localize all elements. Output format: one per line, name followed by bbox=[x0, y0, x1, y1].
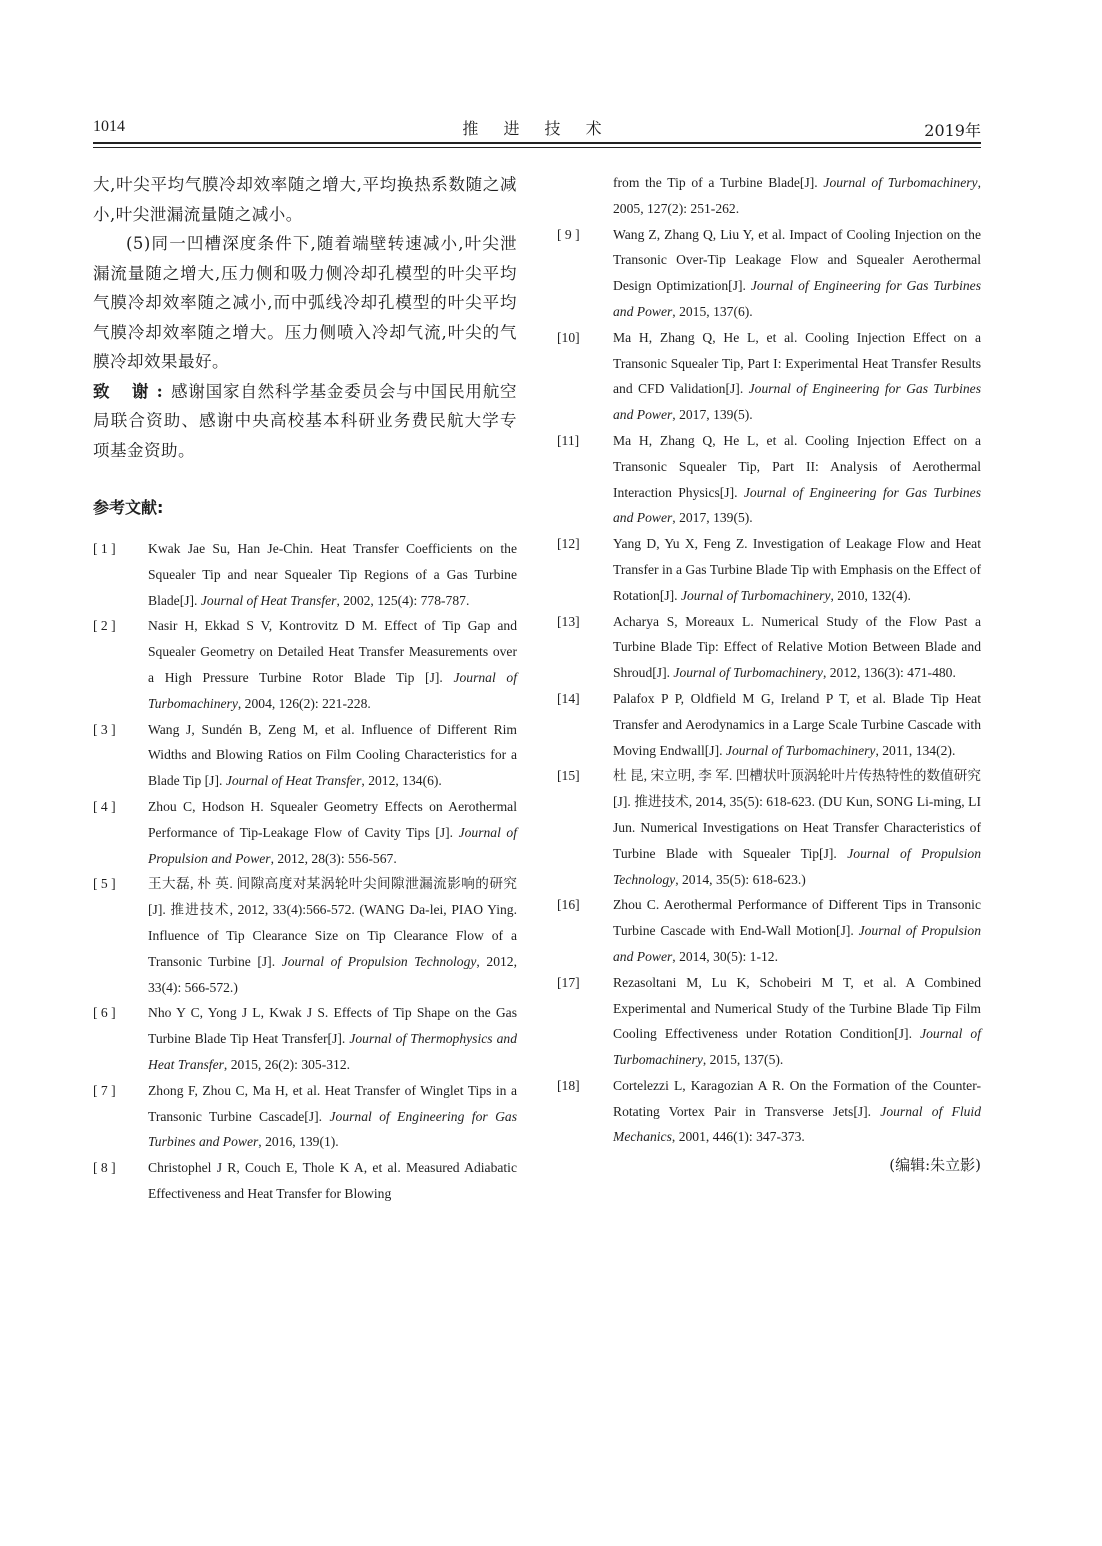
reference-text bbox=[613, 325, 981, 428]
reference-item bbox=[557, 609, 981, 686]
reference-volume: , 2002, 125(4): 778-787. bbox=[336, 592, 470, 608]
reference-text bbox=[613, 970, 981, 1073]
reference-volume: , 2014, 30(5): 1-12. bbox=[672, 948, 778, 964]
reference-volume: , 2017, 139(5). bbox=[672, 510, 753, 526]
reference-text bbox=[148, 536, 517, 613]
reference-journal: Journal of Thermophysics and Heat Transfer bbox=[148, 1031, 518, 1072]
reference-text bbox=[148, 1155, 517, 1207]
reference-item bbox=[557, 325, 981, 428]
reference-text bbox=[613, 609, 981, 686]
reference-number: [ 4 ] bbox=[93, 798, 116, 814]
reference-citation: Yang D, Yu X, Feng Z. Investigation of Leakage Flow and Heat Transfer in a Gas Turbine Blade Tip with Emphasis on the Effect of Rotation[J]. bbox=[613, 536, 981, 603]
reference-item bbox=[557, 1073, 981, 1150]
reference-volume: , 2015, 137(5). bbox=[702, 1052, 784, 1068]
reference-number: [ 5 ] bbox=[93, 876, 116, 892]
reference-citation: Zhou C, Hodson H. Squealer Geometry Effects on Aerothermal Performance of Tip-Leakage Flow of Cavity Tips [J]. bbox=[148, 798, 517, 840]
reference-volume: , 2014, 35(5): 618-623.) bbox=[675, 871, 806, 887]
reference-item bbox=[557, 763, 981, 892]
reference-journal: Journal of Heat Transfer bbox=[200, 592, 337, 608]
reference-citation: 杜 昆, 宋立明, 李 军. 凹槽状叶顶涡轮叶片传热特性的数值研究[J]. 推进技术, 2014, 35(5): 618-623. (DU Kun, SONG Li-ming, LI Jun. Numerical Investigations on Heat Transfer Characteristics of Turbine Blade with Squealer Tip[J]. bbox=[613, 768, 981, 861]
reference-journal: Journal of Turbomachinery bbox=[148, 669, 517, 711]
reference-item bbox=[93, 794, 517, 871]
reference-journal: Journal of Turbomachinery bbox=[823, 175, 978, 190]
reference-text bbox=[148, 1078, 517, 1155]
reference-text bbox=[613, 763, 981, 892]
page-number: 1014 bbox=[93, 118, 125, 135]
reference-citation: Ma H, Zhang Q, He L, et al. Cooling Injection Effect on a Transonic Squealer Tip, Part II: Analysis of Aerothermal Interaction Physics[J]. bbox=[613, 432, 981, 500]
reference-item bbox=[557, 970, 981, 1073]
reference-item bbox=[557, 531, 981, 608]
reference-citation: Acharya S, Moreaux L. Numerical Study of the Flow Past a Turbine Blade Tip: Effect of Relative Motion Between Blade and Shroud[J]. bbox=[613, 613, 981, 681]
reference-item bbox=[93, 1078, 517, 1155]
reference-number: [14] bbox=[557, 690, 580, 706]
reference-journal: Journal of Turbomachinery bbox=[613, 1026, 981, 1068]
reference-volume: , 2001, 446(1): 347-373. bbox=[671, 1129, 805, 1145]
reference-number: [12] bbox=[557, 536, 580, 552]
reference-item bbox=[557, 892, 981, 969]
reference-citation: Wang J, Sundén B, Zeng M, et al. Influence of Different Rim Widths and Blowing Ratios on Film Cooling Characteristics for a Blade Tip [J]. bbox=[148, 721, 517, 789]
acknowledgement bbox=[93, 377, 517, 466]
reference-citation: Palafox P P, Oldfield M G, Ireland P T, et al. Blade Tip Heat Transfer and Aerodynamics in a Large Scale Turbine Cascade with Moving Endwall[J]. bbox=[613, 690, 981, 758]
reference-journal: Journal of Engineering for Gas Turbines and Power bbox=[613, 278, 981, 319]
reference-text bbox=[613, 1073, 981, 1150]
reference-journal: Journal of Propulsion Technology bbox=[613, 845, 981, 887]
reference-citation: from the Tip of a Turbine Blade[J]. bbox=[613, 175, 824, 190]
journal-name: 推 进 技 术 bbox=[462, 119, 612, 138]
conclusion-paragraph: (5)同一凹槽深度条件下,随着端壁转速减小,叶尖泄漏流量随之增大,压力侧和吸力侧冷却孔模型的叶尖平均气膜冷却效率随之减小,而中弧线冷却孔模型的叶尖平均气膜冷却效率随之增大。压力侧喷入冷却气流,叶尖的气膜冷却效果最好。 bbox=[93, 234, 517, 371]
reference-number: [ 8 ] bbox=[93, 1160, 116, 1176]
reference-volume: , 2015, 137(6). bbox=[672, 303, 753, 319]
reference-text bbox=[613, 686, 981, 763]
reference-item bbox=[93, 1155, 517, 1207]
reference-number: [17] bbox=[557, 974, 580, 990]
reference-number: [ 1 ] bbox=[93, 541, 116, 556]
reference-journal: Journal of Turbomachinery bbox=[673, 665, 823, 681]
reference-item bbox=[93, 613, 517, 716]
reference-journal: Journal of Heat Transfer bbox=[225, 773, 362, 789]
reference-text bbox=[148, 613, 517, 716]
reference-citation: Ma H, Zhang Q, He L, et al. Cooling Injection Effect on a Transonic Squealer Tip, Part I: Experimental Heat Transfer Results and CFD Validation[J]. bbox=[613, 329, 981, 397]
reference-citation: Rezasoltani M, Lu K, Schobeiri M T, et al. A Combined Experimental and Numerical Study of the Turbine Blade Tip Film Cooling Effectiveness under Rotation Condition[J]. bbox=[613, 974, 981, 1042]
reference-citation: Zhou C. Aerothermal Performance of Different Tips in Transonic Turbine Cascade with End-Wall Motion[J]. bbox=[613, 897, 981, 939]
reference-item bbox=[93, 717, 517, 794]
reference-volume: , 2012, 136(3): 471-480. bbox=[822, 665, 956, 681]
reference-volume: , 2016, 139(1). bbox=[258, 1134, 339, 1150]
reference-list-left bbox=[93, 536, 517, 1207]
reference-item bbox=[93, 536, 517, 613]
body-paragraph: 大,叶尖平均气膜冷却效率随之增大,平均换热系数随之减小,叶尖泄漏流量随之减小。 bbox=[93, 175, 517, 224]
reference-citation: Nho Y C, Yong J L, Kwak J S. Effects of Tip Shape on the Gas Turbine Blade Tip Heat Transfer[J]. bbox=[148, 1005, 517, 1047]
reference-volume: , 2012, 33(4): 566-572.) bbox=[148, 953, 517, 995]
page-header bbox=[93, 112, 981, 146]
reference-number: [ 9 ] bbox=[557, 226, 580, 242]
reference-item bbox=[557, 222, 981, 325]
reference-number: [11] bbox=[557, 432, 580, 448]
reference-text bbox=[613, 170, 981, 222]
reference-item bbox=[93, 1000, 517, 1077]
publication-year: 2019年 bbox=[924, 121, 981, 140]
reference-citation: Nasir H, Ekkad S V, Kontrovitz D M. Effect of Tip Gap and Squealer Geometry on Detailed Heat Transfer Measurements over a High Pressure Turbine Rotor Blade Tip [J]. bbox=[148, 618, 517, 685]
reference-journal: Journal of Turbomachinery bbox=[680, 587, 831, 603]
reference-citation: Zhong F, Zhou C, Ma H, et al. Heat Transfer of Winglet Tips in a Transonic Turbine Cascade[J]. bbox=[148, 1082, 517, 1124]
reference-journal: Journal of Propulsion and Power bbox=[148, 824, 518, 866]
reference-citation: Wang Z, Zhang Q, Liu Y, et al. Impact of Cooling Injection on the Transonic Over-Tip Leakage Flow and Squealer Aerothermal Design Optimization[J]. bbox=[613, 226, 981, 294]
left-column bbox=[93, 170, 517, 1207]
reference-number: [13] bbox=[557, 613, 580, 629]
reference-text bbox=[613, 428, 981, 531]
reference-item bbox=[557, 686, 981, 763]
reference-citation: Cortelezzi L, Karagozian A R. On the Formation of the Counter-Rotating Vortex Pair in Transverse Jets[J]. bbox=[613, 1077, 981, 1119]
reference-volume: , 2012, 134(6). bbox=[361, 773, 442, 789]
reference-journal: Journal of Propulsion Technology bbox=[281, 953, 477, 969]
reference-volume: , 2010, 132(4). bbox=[830, 587, 911, 603]
reference-list-right bbox=[557, 170, 981, 1150]
reference-number: [ 2 ] bbox=[93, 618, 116, 634]
reference-volume: , 2004, 126(2): 221-228. bbox=[237, 695, 371, 711]
reference-number: [18] bbox=[557, 1077, 580, 1093]
reference-citation: 王大磊, 朴 英. 间隙高度对某涡轮叶尖间隙泄漏流影响的研究[J]. 推进技术, 2012, 33(4):566-572. (WANG Da-lei, PIAO Ying. Influence of Tip Clearance Size on Tip Clearance Flow of a Transonic Turbine [J]. bbox=[148, 876, 517, 969]
right-column bbox=[557, 170, 981, 1178]
reference-volume: , 2011, 134(2). bbox=[875, 742, 956, 758]
reference-text bbox=[613, 222, 981, 325]
reference-volume: , 2012, 28(3): 556-567. bbox=[270, 850, 397, 866]
header-rule-thin bbox=[93, 147, 981, 148]
reference-text bbox=[148, 717, 517, 794]
acknowledgement-text: 感谢国家自然科学基金委员会与中国民用航空局联合资助、感谢中央高校基本科研业务费民航大学专项基金资助。 bbox=[93, 381, 518, 460]
references-heading: 参考文献: bbox=[93, 498, 164, 517]
reference-volume: , 2005, 127(2): 251-262. bbox=[613, 175, 981, 216]
reference-journal: Journal of Fluid Mechanics bbox=[613, 1103, 981, 1145]
reference-text bbox=[613, 531, 981, 608]
reference-citation: Christophel J R, Couch E, Thole K A, et al. Measured Adiabatic Effectiveness and Heat Transfer for Blowing bbox=[148, 1160, 517, 1201]
reference-number: [ 6 ] bbox=[93, 1005, 116, 1021]
reference-volume: , 2015, 26(2): 305-312. bbox=[223, 1056, 351, 1072]
reference-journal: Journal of Engineering for Gas Turbines and Power bbox=[148, 1108, 517, 1150]
reference-number: [15] bbox=[557, 768, 580, 784]
reference-text bbox=[148, 871, 517, 1000]
reference-item bbox=[557, 170, 981, 222]
reference-number: [10] bbox=[557, 329, 580, 345]
reference-text bbox=[613, 892, 981, 969]
reference-journal: Journal of Propulsion and Power bbox=[613, 923, 981, 964]
reference-journal: Journal of Engineering for Gas Turbines and Power bbox=[613, 484, 981, 526]
reference-journal: Journal of Turbomachinery bbox=[725, 742, 876, 758]
header-rule-thick bbox=[93, 142, 981, 144]
reference-text bbox=[148, 1000, 517, 1077]
reference-citation: Kwak Jae Su, Han Je-Chin. Heat Transfer Coefficients on the Squealer Tip and near Squealer Tip Regions of a Gas Turbine Blade[J]. bbox=[148, 541, 517, 608]
reference-number: [ 3 ] bbox=[93, 721, 116, 737]
acknowledgement-label: 致 谢: bbox=[93, 381, 171, 401]
editor-credit: (编辑:朱立影) bbox=[889, 1156, 981, 1175]
reference-number: [16] bbox=[557, 897, 580, 913]
reference-number: [ 7 ] bbox=[93, 1082, 116, 1098]
reference-journal: Journal of Engineering for Gas Turbines and Power bbox=[613, 381, 981, 423]
reference-volume: , 2017, 139(5). bbox=[672, 407, 753, 423]
reference-text bbox=[148, 794, 517, 871]
reference-item bbox=[557, 428, 981, 531]
reference-item bbox=[93, 871, 517, 1000]
